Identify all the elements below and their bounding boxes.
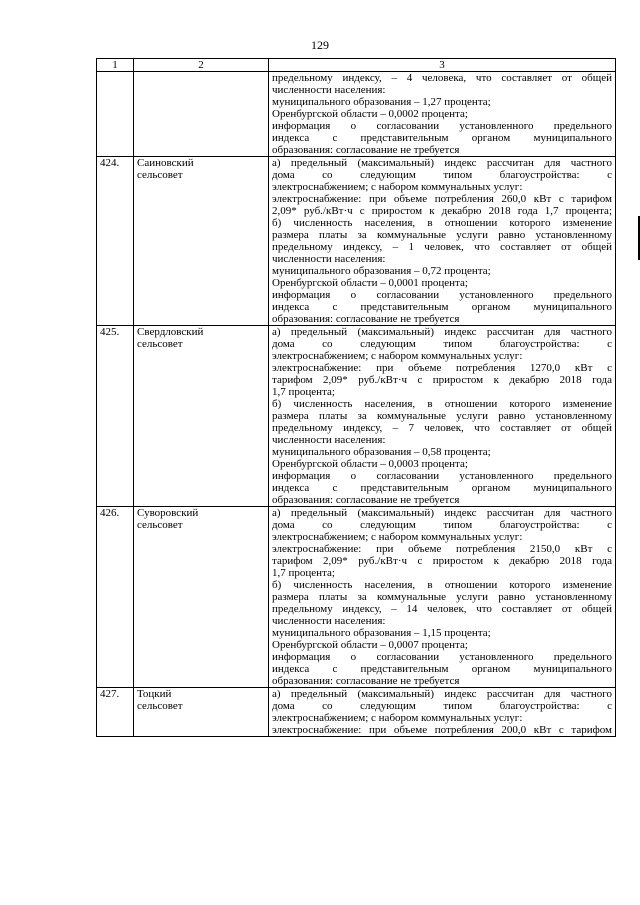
description-line: размера платы за коммунальные услуги равно установленному bbox=[272, 591, 612, 603]
description-line: информация о согласовании установленного предельного bbox=[272, 120, 612, 132]
description-line: индекса с представительным органом муниципального bbox=[272, 132, 612, 144]
page-number: 129 bbox=[311, 38, 329, 52]
description-line: дома со следующим типом благоустройства: с bbox=[272, 519, 612, 531]
municipality-name-line: Тоцкий bbox=[137, 688, 172, 700]
description-line: электроснабжением; с набором коммунальных услуг: bbox=[272, 181, 523, 193]
table-row bbox=[97, 507, 616, 688]
description-line: 1,7 процента; bbox=[272, 386, 335, 398]
index-description bbox=[269, 157, 616, 326]
description-line: муниципального образования – 1,15 процента; bbox=[272, 627, 491, 639]
description-line: б) численность населения, в отношении которого изменение bbox=[272, 398, 612, 410]
description-line: предельному индексу, – 14 человек, что составляет от общей bbox=[272, 603, 612, 615]
description-line: образования: согласование не требуется bbox=[272, 494, 460, 506]
table-row bbox=[97, 326, 616, 507]
table-body bbox=[97, 72, 616, 737]
description-line: тарифом 2,09* руб./кВт·ч с приростом к декабрю 2018 года bbox=[272, 374, 612, 386]
description-line: Оренбургской области – 0,0002 процента; bbox=[272, 108, 468, 120]
description-line: Оренбургской области – 0,0001 процента; bbox=[272, 277, 468, 289]
description-line: а) предельный (максимальный) индекс рассчитан для частного bbox=[272, 157, 612, 169]
description-line: 2,09* руб./кВт·ч с приростом к декабрю 2018 года 1,7 процента; bbox=[272, 205, 612, 217]
description-line: образования: согласование не требуется bbox=[272, 144, 460, 156]
description-line: муниципального образования – 0,72 процента; bbox=[272, 265, 491, 277]
municipality-name-line: Свердловский bbox=[137, 326, 204, 338]
description-line: дома со следующим типом благоустройства: с bbox=[272, 338, 612, 350]
description-line: 1,7 процента; bbox=[272, 567, 335, 579]
municipality-name-line: Саиновский bbox=[137, 157, 194, 169]
description-line: предельному индексу, – 1 человек, что составляет от общей bbox=[272, 241, 612, 253]
description-line: образования: согласование не требуется bbox=[272, 313, 460, 325]
description-line: б) численность населения, в отношении которого изменение bbox=[272, 217, 612, 229]
table-header-row bbox=[97, 59, 616, 72]
row-number bbox=[97, 72, 134, 157]
description-line: Оренбургской области – 0,0007 процента; bbox=[272, 639, 468, 651]
municipality-name bbox=[134, 326, 269, 507]
row-number: 425. bbox=[97, 326, 134, 507]
description-line: а) предельный (максимальный) индекс рассчитан для частного bbox=[272, 507, 612, 519]
description-line: электроснабжение: при объеме потребления 260,0 кВт с тарифом bbox=[272, 193, 612, 205]
description-line: электроснабжение: при объеме потребления 200,0 кВт с тарифом bbox=[272, 724, 612, 736]
description-line: индекса с представительным органом муниципального bbox=[272, 663, 612, 675]
column-header-name: 2 bbox=[134, 59, 269, 72]
municipality-name-line: Суворовский bbox=[137, 507, 199, 519]
municipality-name-line: сельсовет bbox=[137, 700, 183, 712]
row-number: 424. bbox=[97, 157, 134, 326]
description-line: б) численность населения, в отношении которого изменение bbox=[272, 579, 612, 591]
municipality-name-line: сельсовет bbox=[137, 338, 183, 350]
description-line: размера платы за коммунальные услуги равно установленному bbox=[272, 229, 612, 241]
description-line: муниципального образования – 0,58 процента; bbox=[272, 446, 491, 458]
description-line: тарифом 2,09* руб./кВт·ч с приростом к декабрю 2018 года bbox=[272, 555, 612, 567]
table-row bbox=[97, 157, 616, 326]
description-line: предельному индексу, – 7 человек, что составляет от общей bbox=[272, 422, 612, 434]
description-line: численности населения: bbox=[272, 615, 386, 627]
table-row bbox=[97, 72, 616, 157]
index-description bbox=[269, 507, 616, 688]
description-line: Оренбургской области – 0,0003 процента; bbox=[272, 458, 468, 470]
description-line: а) предельный (максимальный) индекс рассчитан для частного bbox=[272, 326, 612, 338]
description-line: численности населения: bbox=[272, 253, 386, 265]
description-line: электроснабжение: при объеме потребления 2150,0 кВт с bbox=[272, 543, 612, 555]
description-line: информация о согласовании установленного предельного bbox=[272, 470, 612, 482]
description-line: индекса с представительным органом муниципального bbox=[272, 482, 612, 494]
description-line: электроснабжением; с набором коммунальных услуг: bbox=[272, 531, 523, 543]
description-line: электроснабжением; с набором коммунальных услуг: bbox=[272, 712, 523, 724]
description-line: дома со следующим типом благоустройства: с bbox=[272, 700, 612, 712]
description-line: муниципального образования – 1,27 процента; bbox=[272, 96, 491, 108]
index-description bbox=[269, 688, 616, 737]
column-header-content: 3 bbox=[269, 59, 616, 72]
description-line: а) предельный (максимальный) индекс рассчитан для частного bbox=[272, 688, 612, 700]
municipality-name-line: сельсовет bbox=[137, 519, 183, 531]
description-line: численности населения: bbox=[272, 434, 386, 446]
municipality-name bbox=[134, 507, 269, 688]
description-line: численности населения: bbox=[272, 84, 386, 96]
description-line: электроснабжение: при объеме потребления 1270,0 кВт с bbox=[272, 362, 612, 374]
description-line: информация о согласовании установленного предельного bbox=[272, 289, 612, 301]
municipality-name bbox=[134, 157, 269, 326]
row-number: 427. bbox=[97, 688, 134, 737]
index-description bbox=[269, 72, 616, 157]
description-line: размера платы за коммунальные услуги равно установленному bbox=[272, 410, 612, 422]
description-line: образования: согласование не требуется bbox=[272, 675, 460, 687]
description-line: предельному индексу, – 4 человека, что составляет от общей bbox=[272, 72, 612, 84]
description-line: электроснабжением; с набором коммунальных услуг: bbox=[272, 350, 523, 362]
municipality-name bbox=[134, 688, 269, 737]
index-table bbox=[96, 58, 616, 737]
municipality-name bbox=[134, 72, 269, 157]
row-number: 426. bbox=[97, 507, 134, 688]
municipality-name-line: сельсовет bbox=[137, 169, 183, 181]
column-header-number: 1 bbox=[97, 59, 134, 72]
index-description bbox=[269, 326, 616, 507]
description-line: информация о согласовании установленного предельного bbox=[272, 651, 612, 663]
description-line: индекса с представительным органом муниципального bbox=[272, 301, 612, 313]
table-row bbox=[97, 688, 616, 737]
description-line: дома со следующим типом благоустройства: с bbox=[272, 169, 612, 181]
